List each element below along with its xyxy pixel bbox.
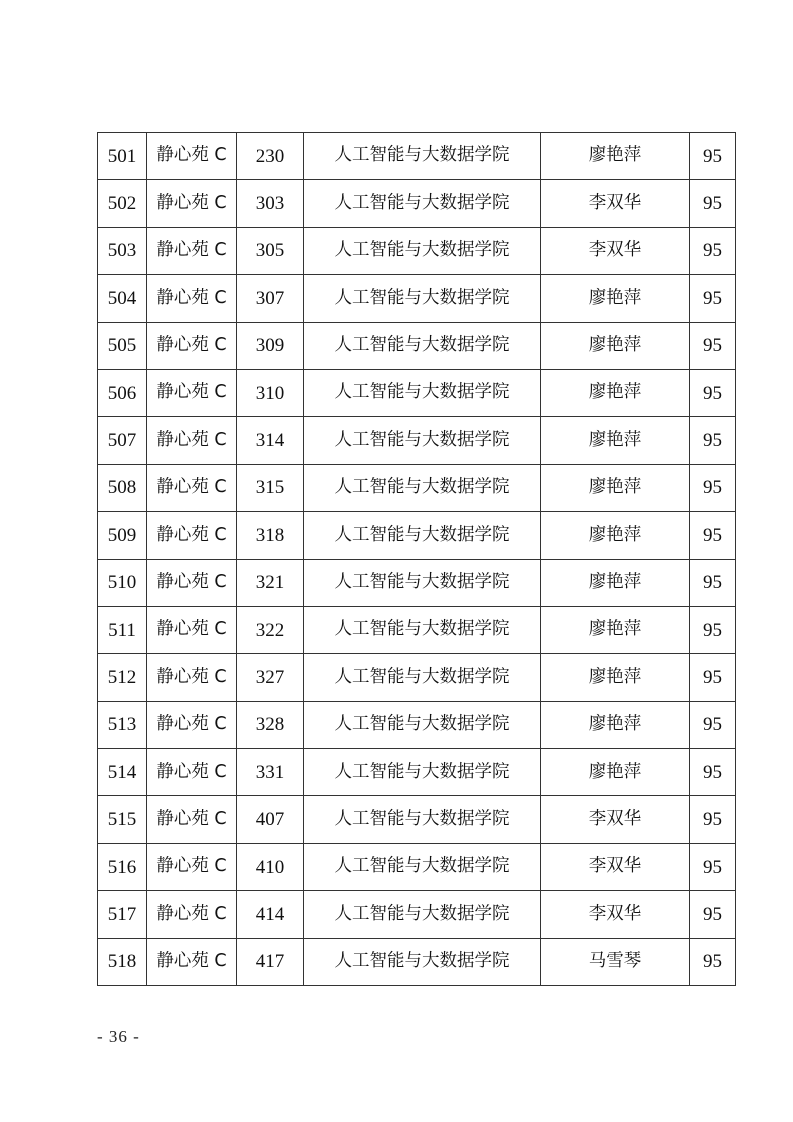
cell-room-number: 407 (237, 796, 304, 843)
cell-index: 505 (98, 322, 147, 369)
cell-building: 静心苑 C (147, 369, 237, 416)
cell-person: 廖艳萍 (541, 606, 690, 653)
table-row (98, 180, 736, 227)
cell-person: 李双华 (541, 891, 690, 938)
cell-college: 人工智能与大数据学院 (304, 796, 541, 843)
cell-room-number: 230 (237, 133, 304, 180)
cell-index: 512 (98, 654, 147, 701)
cell-score: 95 (690, 464, 736, 511)
cell-room-number: 303 (237, 180, 304, 227)
cell-index: 504 (98, 275, 147, 322)
cell-index: 508 (98, 464, 147, 511)
cell-score: 95 (690, 369, 736, 416)
cell-building: 静心苑 C (147, 133, 237, 180)
cell-index: 510 (98, 559, 147, 606)
cell-person: 马雪琴 (541, 938, 690, 985)
cell-index: 514 (98, 749, 147, 796)
cell-person: 廖艳萍 (541, 512, 690, 559)
cell-building: 静心苑 C (147, 559, 237, 606)
cell-person: 廖艳萍 (541, 559, 690, 606)
cell-person: 李双华 (541, 180, 690, 227)
cell-score: 95 (690, 749, 736, 796)
table-row (98, 227, 736, 274)
cell-score: 95 (690, 654, 736, 701)
cell-college: 人工智能与大数据学院 (304, 464, 541, 511)
cell-college: 人工智能与大数据学院 (304, 843, 541, 890)
cell-person: 廖艳萍 (541, 417, 690, 464)
cell-building: 静心苑 C (147, 417, 237, 464)
cell-person: 廖艳萍 (541, 322, 690, 369)
cell-room-number: 309 (237, 322, 304, 369)
cell-score: 95 (690, 417, 736, 464)
cell-person: 廖艳萍 (541, 275, 690, 322)
cell-score: 95 (690, 322, 736, 369)
cell-person: 廖艳萍 (541, 749, 690, 796)
cell-index: 501 (98, 133, 147, 180)
cell-score: 95 (690, 275, 736, 322)
cell-person: 李双华 (541, 843, 690, 890)
cell-college: 人工智能与大数据学院 (304, 417, 541, 464)
cell-index: 518 (98, 938, 147, 985)
cell-college: 人工智能与大数据学院 (304, 227, 541, 274)
cell-building: 静心苑 C (147, 322, 237, 369)
cell-college: 人工智能与大数据学院 (304, 180, 541, 227)
table-row (98, 938, 736, 985)
dormitory-score-table (97, 132, 736, 986)
cell-building: 静心苑 C (147, 180, 237, 227)
cell-college: 人工智能与大数据学院 (304, 275, 541, 322)
cell-room-number: 321 (237, 559, 304, 606)
cell-room-number: 327 (237, 654, 304, 701)
table-row (98, 369, 736, 416)
cell-room-number: 310 (237, 369, 304, 416)
cell-college: 人工智能与大数据学院 (304, 512, 541, 559)
cell-person: 廖艳萍 (541, 464, 690, 511)
cell-index: 516 (98, 843, 147, 890)
cell-person: 李双华 (541, 227, 690, 274)
cell-building: 静心苑 C (147, 464, 237, 511)
cell-building: 静心苑 C (147, 606, 237, 653)
cell-score: 95 (690, 180, 736, 227)
cell-room-number: 307 (237, 275, 304, 322)
cell-building: 静心苑 C (147, 654, 237, 701)
page-number: - 36 - (97, 1027, 140, 1046)
table-row (98, 275, 736, 322)
cell-building: 静心苑 C (147, 843, 237, 890)
table-row (98, 133, 736, 180)
table-row (98, 464, 736, 511)
cell-score: 95 (690, 512, 736, 559)
cell-score: 95 (690, 843, 736, 890)
cell-index: 511 (98, 606, 147, 653)
table-row (98, 322, 736, 369)
cell-index: 513 (98, 701, 147, 748)
cell-index: 503 (98, 227, 147, 274)
cell-room-number: 315 (237, 464, 304, 511)
table-row (98, 559, 736, 606)
cell-person: 廖艳萍 (541, 654, 690, 701)
cell-index: 502 (98, 180, 147, 227)
cell-room-number: 331 (237, 749, 304, 796)
cell-person: 廖艳萍 (541, 133, 690, 180)
table-row (98, 891, 736, 938)
table-row (98, 512, 736, 559)
cell-index: 506 (98, 369, 147, 416)
table-row (98, 796, 736, 843)
table-row (98, 606, 736, 653)
cell-index: 507 (98, 417, 147, 464)
cell-building: 静心苑 C (147, 512, 237, 559)
cell-college: 人工智能与大数据学院 (304, 559, 541, 606)
cell-college: 人工智能与大数据学院 (304, 369, 541, 416)
table-row (98, 749, 736, 796)
cell-person: 李双华 (541, 796, 690, 843)
cell-score: 95 (690, 227, 736, 274)
cell-score: 95 (690, 133, 736, 180)
cell-college: 人工智能与大数据学院 (304, 606, 541, 653)
cell-room-number: 322 (237, 606, 304, 653)
cell-building: 静心苑 C (147, 891, 237, 938)
cell-room-number: 305 (237, 227, 304, 274)
cell-score: 95 (690, 701, 736, 748)
cell-building: 静心苑 C (147, 938, 237, 985)
cell-person: 廖艳萍 (541, 701, 690, 748)
cell-building: 静心苑 C (147, 227, 237, 274)
cell-college: 人工智能与大数据学院 (304, 938, 541, 985)
cell-index: 515 (98, 796, 147, 843)
cell-score: 95 (690, 938, 736, 985)
cell-score: 95 (690, 891, 736, 938)
cell-college: 人工智能与大数据学院 (304, 891, 541, 938)
cell-room-number: 417 (237, 938, 304, 985)
cell-room-number: 328 (237, 701, 304, 748)
cell-college: 人工智能与大数据学院 (304, 654, 541, 701)
cell-room-number: 318 (237, 512, 304, 559)
cell-score: 95 (690, 796, 736, 843)
cell-building: 静心苑 C (147, 796, 237, 843)
cell-person: 廖艳萍 (541, 369, 690, 416)
table-row (98, 654, 736, 701)
cell-college: 人工智能与大数据学院 (304, 749, 541, 796)
cell-building: 静心苑 C (147, 701, 237, 748)
table-row (98, 843, 736, 890)
table-body (98, 133, 736, 986)
cell-index: 517 (98, 891, 147, 938)
cell-building: 静心苑 C (147, 275, 237, 322)
cell-room-number: 314 (237, 417, 304, 464)
cell-score: 95 (690, 559, 736, 606)
table-row (98, 701, 736, 748)
cell-room-number: 414 (237, 891, 304, 938)
table-row (98, 417, 736, 464)
cell-building: 静心苑 C (147, 749, 237, 796)
cell-room-number: 410 (237, 843, 304, 890)
cell-college: 人工智能与大数据学院 (304, 322, 541, 369)
cell-score: 95 (690, 606, 736, 653)
cell-college: 人工智能与大数据学院 (304, 701, 541, 748)
cell-college: 人工智能与大数据学院 (304, 133, 541, 180)
cell-index: 509 (98, 512, 147, 559)
